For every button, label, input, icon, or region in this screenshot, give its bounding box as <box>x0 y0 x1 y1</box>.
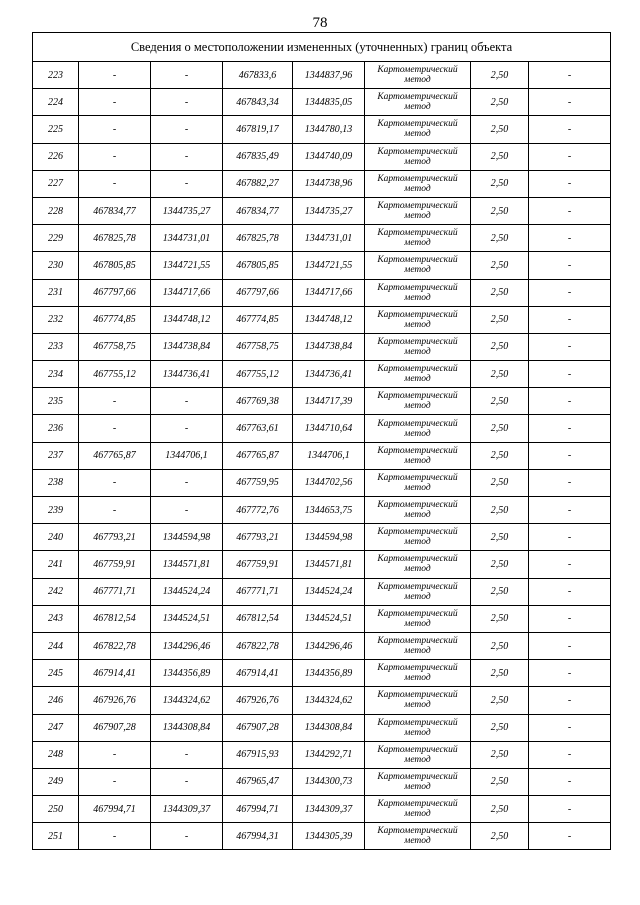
caption-row <box>33 33 611 62</box>
x-existing-cell: 467914,41 <box>79 660 151 687</box>
method-cell: Картометрический метод <box>365 605 471 632</box>
y-new-cell: 1344324,62 <box>293 687 365 714</box>
method-cell: Картометрический метод <box>365 632 471 659</box>
point-number-cell: 249 <box>33 768 79 795</box>
x-existing-cell: 467755,12 <box>79 361 151 388</box>
point-number-cell: 239 <box>33 497 79 524</box>
x-new-cell: 467759,95 <box>223 469 293 496</box>
method-cell: Картометрический метод <box>365 306 471 333</box>
y-new-cell: 1344835,05 <box>293 89 365 116</box>
x-existing-cell: 467793,21 <box>79 524 151 551</box>
accuracy-cell: 2,50 <box>471 660 529 687</box>
accuracy-cell: 2,50 <box>471 116 529 143</box>
y-existing-cell: 1344721,55 <box>151 252 223 279</box>
y-existing-cell: - <box>151 823 223 850</box>
x-existing-cell: 467822,78 <box>79 632 151 659</box>
page-number: 78 <box>312 15 328 31</box>
point-number-cell: 230 <box>33 252 79 279</box>
note-cell: - <box>529 469 611 496</box>
table-row <box>33 442 611 469</box>
table-row <box>33 197 611 224</box>
y-existing-cell: 1344738,84 <box>151 333 223 360</box>
x-new-cell: 467994,71 <box>223 796 293 823</box>
x-existing-cell: 467771,71 <box>79 578 151 605</box>
table-row <box>33 361 611 388</box>
method-cell: Картометрический метод <box>365 170 471 197</box>
accuracy-cell: 2,50 <box>471 524 529 551</box>
x-existing-cell: - <box>79 768 151 795</box>
table-row <box>33 551 611 578</box>
method-cell: Картометрический метод <box>365 333 471 360</box>
y-existing-cell: 1344356,89 <box>151 660 223 687</box>
y-existing-cell: - <box>151 469 223 496</box>
note-cell: - <box>529 197 611 224</box>
table-row <box>33 333 611 360</box>
x-new-cell: 467774,85 <box>223 306 293 333</box>
table-row <box>33 170 611 197</box>
x-new-cell: 467793,21 <box>223 524 293 551</box>
point-number-cell: 224 <box>33 89 79 116</box>
point-number-cell: 250 <box>33 796 79 823</box>
y-existing-cell: - <box>151 388 223 415</box>
y-new-cell: 1344731,01 <box>293 225 365 252</box>
point-number-cell: 233 <box>33 333 79 360</box>
y-new-cell: 1344740,09 <box>293 143 365 170</box>
x-new-cell: 467758,75 <box>223 333 293 360</box>
y-new-cell: 1344780,13 <box>293 116 365 143</box>
x-new-cell: 467765,87 <box>223 442 293 469</box>
point-number-cell: 236 <box>33 415 79 442</box>
accuracy-cell: 2,50 <box>471 361 529 388</box>
y-new-cell: 1344594,98 <box>293 524 365 551</box>
y-new-cell: 1344706,1 <box>293 442 365 469</box>
accuracy-cell: 2,50 <box>471 197 529 224</box>
table-row <box>33 741 611 768</box>
x-existing-cell: - <box>79 497 151 524</box>
y-existing-cell: - <box>151 116 223 143</box>
note-cell: - <box>529 741 611 768</box>
point-number-cell: 234 <box>33 361 79 388</box>
point-number-cell: 235 <box>33 388 79 415</box>
x-existing-cell: 467994,71 <box>79 796 151 823</box>
table-row <box>33 89 611 116</box>
note-cell: - <box>529 768 611 795</box>
table-row <box>33 388 611 415</box>
x-new-cell: 467763,61 <box>223 415 293 442</box>
x-new-cell: 467805,85 <box>223 252 293 279</box>
y-existing-cell: 1344706,1 <box>151 442 223 469</box>
x-new-cell: 467833,6 <box>223 62 293 89</box>
y-existing-cell: 1344735,27 <box>151 197 223 224</box>
y-new-cell: 1344300,73 <box>293 768 365 795</box>
accuracy-cell: 2,50 <box>471 415 529 442</box>
y-existing-cell: - <box>151 415 223 442</box>
y-existing-cell: - <box>151 143 223 170</box>
boundary-coordinates-table <box>32 32 611 850</box>
point-number-cell: 238 <box>33 469 79 496</box>
x-new-cell: 467755,12 <box>223 361 293 388</box>
y-existing-cell: 1344308,84 <box>151 714 223 741</box>
accuracy-cell: 2,50 <box>471 388 529 415</box>
note-cell: - <box>529 116 611 143</box>
table-row <box>33 143 611 170</box>
x-new-cell: 467834,77 <box>223 197 293 224</box>
accuracy-cell: 2,50 <box>471 225 529 252</box>
x-existing-cell: 467926,76 <box>79 687 151 714</box>
accuracy-cell: 2,50 <box>471 687 529 714</box>
x-new-cell: 467772,76 <box>223 497 293 524</box>
y-existing-cell: 1344748,12 <box>151 306 223 333</box>
note-cell: - <box>529 333 611 360</box>
note-cell: - <box>529 497 611 524</box>
y-new-cell: 1344738,96 <box>293 170 365 197</box>
point-number-cell: 245 <box>33 660 79 687</box>
method-cell: Картометрический метод <box>365 714 471 741</box>
x-new-cell: 467914,41 <box>223 660 293 687</box>
x-new-cell: 467994,31 <box>223 823 293 850</box>
x-new-cell: 467926,76 <box>223 687 293 714</box>
x-existing-cell: - <box>79 415 151 442</box>
table-caption: Сведения о местоположении измененных (уточненных) границ объекта <box>33 33 611 62</box>
point-number-cell: 242 <box>33 578 79 605</box>
accuracy-cell: 2,50 <box>471 306 529 333</box>
method-cell: Картометрический метод <box>365 143 471 170</box>
y-new-cell: 1344524,51 <box>293 605 365 632</box>
x-existing-cell: - <box>79 143 151 170</box>
y-new-cell: 1344309,37 <box>293 796 365 823</box>
y-new-cell: 1344738,84 <box>293 333 365 360</box>
x-new-cell: 467915,93 <box>223 741 293 768</box>
note-cell: - <box>529 660 611 687</box>
method-cell: Картометрический метод <box>365 361 471 388</box>
note-cell: - <box>529 62 611 89</box>
note-cell: - <box>529 170 611 197</box>
table-row <box>33 306 611 333</box>
x-new-cell: 467825,78 <box>223 225 293 252</box>
accuracy-cell: 2,50 <box>471 741 529 768</box>
y-new-cell: 1344702,56 <box>293 469 365 496</box>
accuracy-cell: 2,50 <box>471 714 529 741</box>
table-row <box>33 252 611 279</box>
table-row <box>33 279 611 306</box>
method-cell: Картометрический метод <box>365 388 471 415</box>
method-cell: Картометрический метод <box>365 89 471 116</box>
y-existing-cell: 1344594,98 <box>151 524 223 551</box>
table-row <box>33 62 611 89</box>
y-new-cell: 1344356,89 <box>293 660 365 687</box>
table-row <box>33 605 611 632</box>
y-existing-cell: 1344524,24 <box>151 578 223 605</box>
accuracy-cell: 2,50 <box>471 551 529 578</box>
note-cell: - <box>529 252 611 279</box>
x-new-cell: 467759,91 <box>223 551 293 578</box>
y-new-cell: 1344736,41 <box>293 361 365 388</box>
x-new-cell: 467882,27 <box>223 170 293 197</box>
y-existing-cell: 1344736,41 <box>151 361 223 388</box>
x-existing-cell: 467812,54 <box>79 605 151 632</box>
note-cell: - <box>529 415 611 442</box>
note-cell: - <box>529 442 611 469</box>
y-new-cell: 1344837,96 <box>293 62 365 89</box>
point-number-cell: 226 <box>33 143 79 170</box>
accuracy-cell: 2,50 <box>471 796 529 823</box>
y-new-cell: 1344296,46 <box>293 632 365 659</box>
x-existing-cell: 467805,85 <box>79 252 151 279</box>
y-new-cell: 1344653,75 <box>293 497 365 524</box>
table-row <box>33 469 611 496</box>
table-row <box>33 768 611 795</box>
method-cell: Картометрический метод <box>365 551 471 578</box>
point-number-cell: 244 <box>33 632 79 659</box>
method-cell: Картометрический метод <box>365 768 471 795</box>
y-existing-cell: 1344296,46 <box>151 632 223 659</box>
note-cell: - <box>529 687 611 714</box>
x-new-cell: 467843,34 <box>223 89 293 116</box>
point-number-cell: 248 <box>33 741 79 768</box>
x-existing-cell: - <box>79 823 151 850</box>
x-existing-cell: 467774,85 <box>79 306 151 333</box>
table-row <box>33 578 611 605</box>
accuracy-cell: 2,50 <box>471 279 529 306</box>
y-new-cell: 1344305,39 <box>293 823 365 850</box>
x-existing-cell: - <box>79 62 151 89</box>
x-existing-cell: - <box>79 741 151 768</box>
table-row <box>33 660 611 687</box>
x-new-cell: 467812,54 <box>223 605 293 632</box>
point-number-cell: 251 <box>33 823 79 850</box>
y-new-cell: 1344717,39 <box>293 388 365 415</box>
x-new-cell: 467835,49 <box>223 143 293 170</box>
point-number-cell: 232 <box>33 306 79 333</box>
y-new-cell: 1344710,64 <box>293 415 365 442</box>
table-row <box>33 225 611 252</box>
accuracy-cell: 2,50 <box>471 469 529 496</box>
x-new-cell: 467771,71 <box>223 578 293 605</box>
y-new-cell: 1344571,81 <box>293 551 365 578</box>
note-cell: - <box>529 225 611 252</box>
method-cell: Картометрический метод <box>365 741 471 768</box>
accuracy-cell: 2,50 <box>471 143 529 170</box>
table-row <box>33 632 611 659</box>
y-existing-cell: - <box>151 741 223 768</box>
x-existing-cell: 467759,91 <box>79 551 151 578</box>
y-existing-cell: 1344571,81 <box>151 551 223 578</box>
note-cell: - <box>529 361 611 388</box>
method-cell: Картометрический метод <box>365 62 471 89</box>
x-existing-cell: - <box>79 89 151 116</box>
accuracy-cell: 2,50 <box>471 605 529 632</box>
note-cell: - <box>529 823 611 850</box>
note-cell: - <box>529 306 611 333</box>
y-new-cell: 1344292,71 <box>293 741 365 768</box>
note-cell: - <box>529 279 611 306</box>
method-cell: Картометрический метод <box>365 469 471 496</box>
table-row <box>33 415 611 442</box>
table-row <box>33 497 611 524</box>
method-cell: Картометрический метод <box>365 225 471 252</box>
x-new-cell: 467769,38 <box>223 388 293 415</box>
accuracy-cell: 2,50 <box>471 578 529 605</box>
accuracy-cell: 2,50 <box>471 768 529 795</box>
accuracy-cell: 2,50 <box>471 497 529 524</box>
point-number-cell: 241 <box>33 551 79 578</box>
method-cell: Картометрический метод <box>365 497 471 524</box>
table-row <box>33 687 611 714</box>
method-cell: Картометрический метод <box>365 524 471 551</box>
note-cell: - <box>529 632 611 659</box>
y-existing-cell: 1344731,01 <box>151 225 223 252</box>
table-row <box>33 116 611 143</box>
y-existing-cell: - <box>151 89 223 116</box>
method-cell: Картометрический метод <box>365 415 471 442</box>
x-new-cell: 467819,17 <box>223 116 293 143</box>
point-number-cell: 227 <box>33 170 79 197</box>
method-cell: Картометрический метод <box>365 252 471 279</box>
point-number-cell: 247 <box>33 714 79 741</box>
y-new-cell: 1344748,12 <box>293 306 365 333</box>
y-new-cell: 1344524,24 <box>293 578 365 605</box>
note-cell: - <box>529 578 611 605</box>
accuracy-cell: 2,50 <box>471 252 529 279</box>
y-new-cell: 1344717,66 <box>293 279 365 306</box>
method-cell: Картометрический метод <box>365 197 471 224</box>
y-new-cell: 1344721,55 <box>293 252 365 279</box>
point-number-cell: 237 <box>33 442 79 469</box>
note-cell: - <box>529 524 611 551</box>
method-cell: Картометрический метод <box>365 660 471 687</box>
accuracy-cell: 2,50 <box>471 89 529 116</box>
method-cell: Картометрический метод <box>365 279 471 306</box>
table-row <box>33 714 611 741</box>
accuracy-cell: 2,50 <box>471 170 529 197</box>
y-existing-cell: 1344717,66 <box>151 279 223 306</box>
method-cell: Картометрический метод <box>365 796 471 823</box>
y-existing-cell: - <box>151 768 223 795</box>
note-cell: - <box>529 89 611 116</box>
table-body <box>33 33 611 850</box>
x-existing-cell: 467907,28 <box>79 714 151 741</box>
table-row <box>33 823 611 850</box>
accuracy-cell: 2,50 <box>471 823 529 850</box>
point-number-cell: 225 <box>33 116 79 143</box>
x-new-cell: 467907,28 <box>223 714 293 741</box>
y-existing-cell: 1344324,62 <box>151 687 223 714</box>
x-existing-cell: - <box>79 388 151 415</box>
method-cell: Картометрический метод <box>365 823 471 850</box>
x-new-cell: 467822,78 <box>223 632 293 659</box>
method-cell: Картометрический метод <box>365 687 471 714</box>
x-existing-cell: - <box>79 170 151 197</box>
point-number-cell: 240 <box>33 524 79 551</box>
note-cell: - <box>529 551 611 578</box>
method-cell: Картометрический метод <box>365 578 471 605</box>
y-existing-cell: 1344309,37 <box>151 796 223 823</box>
point-number-cell: 243 <box>33 605 79 632</box>
method-cell: Картометрический метод <box>365 116 471 143</box>
point-number-cell: 223 <box>33 62 79 89</box>
x-existing-cell: 467797,66 <box>79 279 151 306</box>
x-existing-cell: 467825,78 <box>79 225 151 252</box>
x-existing-cell: 467834,77 <box>79 197 151 224</box>
point-number-cell: 231 <box>33 279 79 306</box>
accuracy-cell: 2,50 <box>471 333 529 360</box>
y-existing-cell: - <box>151 62 223 89</box>
note-cell: - <box>529 143 611 170</box>
x-existing-cell: 467758,75 <box>79 333 151 360</box>
x-new-cell: 467965,47 <box>223 768 293 795</box>
table-row <box>33 524 611 551</box>
accuracy-cell: 2,50 <box>471 632 529 659</box>
point-number-cell: 228 <box>33 197 79 224</box>
x-new-cell: 467797,66 <box>223 279 293 306</box>
note-cell: - <box>529 388 611 415</box>
point-number-cell: 229 <box>33 225 79 252</box>
y-existing-cell: 1344524,51 <box>151 605 223 632</box>
note-cell: - <box>529 796 611 823</box>
accuracy-cell: 2,50 <box>471 442 529 469</box>
table-row <box>33 796 611 823</box>
method-cell: Картометрический метод <box>365 442 471 469</box>
note-cell: - <box>529 605 611 632</box>
accuracy-cell: 2,50 <box>471 62 529 89</box>
point-number-cell: 246 <box>33 687 79 714</box>
x-existing-cell: - <box>79 116 151 143</box>
y-existing-cell: - <box>151 497 223 524</box>
note-cell: - <box>529 714 611 741</box>
y-new-cell: 1344735,27 <box>293 197 365 224</box>
x-existing-cell: - <box>79 469 151 496</box>
y-new-cell: 1344308,84 <box>293 714 365 741</box>
y-existing-cell: - <box>151 170 223 197</box>
x-existing-cell: 467765,87 <box>79 442 151 469</box>
